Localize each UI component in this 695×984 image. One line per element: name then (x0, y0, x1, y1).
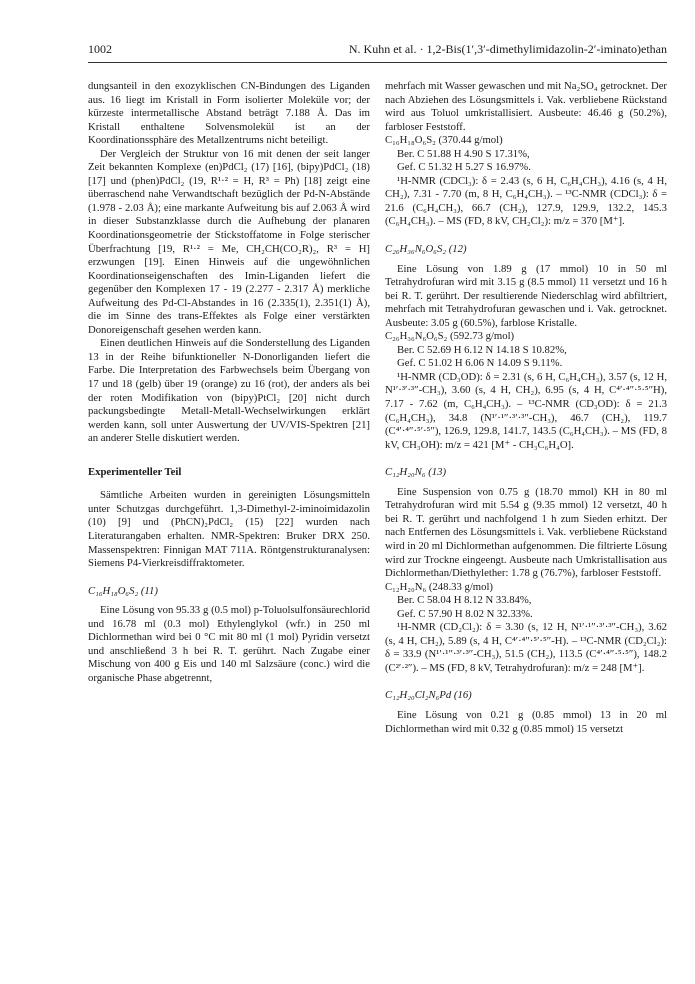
analysis-calc-13: Ber. C 58.04 H 8.12 N 33.84%, (397, 594, 532, 607)
analysis-found-12: Gef. C 51.02 H 6.06 N 14.09 S 9.11%. (397, 357, 563, 370)
paragraph-comparison: Der Vergleich der Struktur von 16 mit denen der seit langer Zeit bekannten Komplexe (en)PdCl₂ (17) [16], (bipy)PdCl₂ (18) [17] und (phen)PdCl₂ (19, R¹·² = H, R³ = Ph) [18] zeigt eine überraschend nahe Verwandtschaft bezüglich der Pd-N-Abstände (1.978 - 2.03 Å); eine markante Aufweitung bis auf 2.063 Å wird in dieser Substanzklasse durch die Aufhebung der planaren Koordinationsgeometrie der Stickstoffatome in Folge sterischer Überfrachtung [19, R¹·² = Me, CH₂CH(CO₂R)₂, R³ = H] erzwungen [19]. Einen Hinweis auf die ungewöhnlichen Koordinationseigenschaften des Imin-Liganden liefert die gegenüber den Komplexen 17 - 19 (2.277 - 2.317 Å) merkliche Aufweitung des Pd-Cl-Abstandes in 16 (2.335(1), 2.351(1) Å), die im Sinne des trans-Effektes als Folge einer verstärkten Donoreigenschaft gesehen werden kann. (88, 147, 370, 336)
left-column (88, 80, 370, 685)
page-number: 1002 (88, 42, 112, 56)
nmr-data-11: ¹H-NMR (CDCl₃): δ = 2.43 (s, 6 H, C₆H₄CH₃), 4.16 (s, 4 H, CH₂), 7.31 - 7.70 (m, 8 H, C₆H₄CH₃). – ¹³C-NMR (CDCl₃): δ = 21.6 (C₆H₄CH₃), 66.7 (CH₂), 127.9, 129.9, 132.2, 145.3 (C₆H₄CH₃). – MS (FD, 8 kV, CH₂Cl₂): m/z = 370 [M⁺]. (385, 174, 667, 228)
paragraph-general-methods: Sämtliche Arbeiten wurden in gereinigten Lösungsmitteln unter Schutzgas durchgeführt. 1,3-Dimethyl-2-iminoimidazolin (10) [9] und (PhCN)₂PdCl₂ (15) [22] wurden nach Literaturangaben erhalten. NMR-Spektren: Bruker DRX 250. Massenspektren: Finnigan MAT 711A. Röntgenstrukturanalysen: Siemens P4-Vierkreisdiffraktometer. (88, 489, 370, 570)
running-header (88, 42, 667, 60)
paragraph-synthesis-13: Eine Suspension von 0.75 g (18.70 mmol) KH in 80 ml Tetrahydrofuran wird mit 5.54 g (9.35 mmol) 12 versetzt, 40 h bei R. T. gerührt und nachfolgend 1 h zum Sieden erhitzt. Der nach Entfernen des Lösungsmittels i. Vak. verbliebene Rückstand wird in 20 ml Dichlormethan aufgenommen. Die filtrierte Lösung wird zur Trockne eingeengt. Ausbeute nach Umkristallisation aus Dichlormethan/Diethylether: 1.78 g (76.7%), farbloser Feststoff. (385, 485, 667, 580)
paragraph-color: Einen deutlichen Hinweis auf die Sonderstellung des Liganden 13 in der Reihe bifunktioneller N-Donorliganden liefert die Farbe. Die Interpretation des Farbwechsels beim Übergang von 17 und 18 (gelb) über 19 (orange) zu 16 (rot), der anders als bei der roten Modifikation von (bipy)PtCl₂ [20] nicht durch packungsbedingte Metall-Metall-Wechselwirkungen erklärt werden kann, soll unter Auswertung der UV/VIS-Spektren [21] an anderer Stelle diskutiert werden. (88, 337, 370, 445)
analysis-found-11: Gef. C 51.32 H 5.27 S 16.97%. (397, 161, 531, 174)
compound-heading-12: C₂₆H₃₆N₆O₆S₂ (12) (385, 243, 467, 256)
formula-11: C₁₆H₁₈O₆S₂ (370.44 g/mol) (385, 134, 503, 147)
analysis-found-13: Gef. C 57.90 H 8.02 N 32.33%. (397, 607, 533, 620)
header-rule (88, 62, 667, 63)
analysis-calc-11: Ber. C 51.88 H 4.90 S 17.31%, (397, 147, 530, 160)
nmr-data-12: ¹H-NMR (CD₃OD): δ = 2.31 (s, 6 H, C₆H₄CH₃), 3.57 (s, 12 H, N¹′·³′·³″-CH₃), 3.60 (s, 4 H, CH₂), 6.95 (s, 4 H, C⁴′·⁴″·⁵·⁵″H), 7.17 - 7.62 (m, C₆H₄CH₃). – ¹³C-NMR (CD₃OD): δ = 21.3 (C₆H₄CH₃), 34.8 (N¹′·¹″·³′·³″-CH₃), 46.7 (CH₂), 119.7 (C⁴′·⁴″·⁵′·⁵″), 126.9, 129.8, 141.7, 143.5 (C₆H₄CH₃). – MS (FD, 8 kV, CH₃OH): m/z = 421 [M⁺ - CH₃C₆H₄O]. (385, 370, 667, 451)
section-heading-experimental: Experimenteller Teil (88, 465, 182, 478)
paragraph-synthesis-11-cont: mehrfach mit Wasser gewaschen und mit Na₂SO₄ getrocknet. Der nach Abziehen des Lösungsmittels i. Vak. verbliebene Rückstand wird aus Toluol umkristallisiert. Ausbeute: 46.46 g (50.2%), farbloser Feststoff. (385, 80, 667, 133)
analysis-calc-12: Ber. C 52.69 H 6.12 N 14.18 S 10.82%, (397, 343, 567, 356)
compound-heading-11: C₁₆H₁₈O₆S₂ (11) (88, 584, 158, 597)
paragraph-synthesis-12: Eine Lösung von 1.89 g (17 mmol) 10 in 50 ml Tetrahydrofuran wird mit 3.15 g (8.5 mmol) 11 versetzt und 16 h bei R. T. gerührt. Der resultierende Niederschlag wird abfiltriert, mehrfach mit Tetrahydrofuran gewaschen und i. Vak. getrocknet. Ausbeute: 3.05 g (60.5%), farblose Kristalle. (385, 262, 667, 329)
right-column (385, 80, 667, 736)
compound-heading-16: C₁₂H₂₀Cl₂N₆Pd (16) (385, 689, 472, 702)
running-head-title: N. Kuhn et al. · 1,2-Bis(1′,3′-dimethylimidazolin-2′-iminato)ethan (348, 42, 667, 56)
paragraph-synthesis-11: Eine Lösung von 95.33 g (0.5 mol) p-Toluolsulfonsäurechlorid und 16.78 ml (0.3 mol) Ethylenglykol (wfr.) in 250 ml Dichlormethan wird bei 0 °C mit 80 ml (1 mol) Pyridin versetzt und anschließend 3 h bei R. T. gerührt. Nach Zugabe einer Mischung von 400 g Eis und 140 ml Salzsäure (conc.) wird die organische Phase abgetrennt, (88, 604, 370, 684)
paragraph-synthesis-16: Eine Lösung von 0.21 g (0.85 mmol) 13 in 20 ml Dichlormethan wird mit 0.32 g (0.85 mmol) 15 versetzt (385, 708, 667, 735)
formula-12: C₂₆H₃₆N₆O₆S₂ (592.73 g/mol) (385, 330, 515, 343)
formula-13: C₁₂H₂₀N₆ (248.33 g/mol) (385, 580, 493, 593)
nmr-data-13: ¹H-NMR (CD₂Cl₂): δ = 3.30 (s, 12 H, N¹′·¹″·³′·³″-CH₃), 3.62 (s, 4 H, CH₂), 5.89 (s, 4 H, C⁴′·⁴″·⁵′·⁵″-H). – ¹³C-NMR (CD₂Cl₂): δ = 33.9 (N¹′·¹″·³′·³″-CH₃), 51.5 (CH₂), 113.5 (C⁴′·⁴″·⁵·⁵″), 148.2 (C²′·²″). – MS (FD, 8 kV, Tetrahydrofuran): m/z = 248 [M⁺]. (385, 621, 667, 674)
paragraph-structure-end: dungsanteil in den exozyklischen CN-Bindungen des Liganden aus. 16 liegt im Kristall in Form isolierter Moleküle vor; der kürzeste intermetallische Abstand beträgt 7.188 Å. Das im Kristall enthaltene Solvensmolekül ist an der Koordinationssphäre des Metallzentrums nicht beteiligt. (88, 80, 370, 147)
compound-heading-13: C₁₂H₂₀N₆ (13) (385, 466, 447, 479)
